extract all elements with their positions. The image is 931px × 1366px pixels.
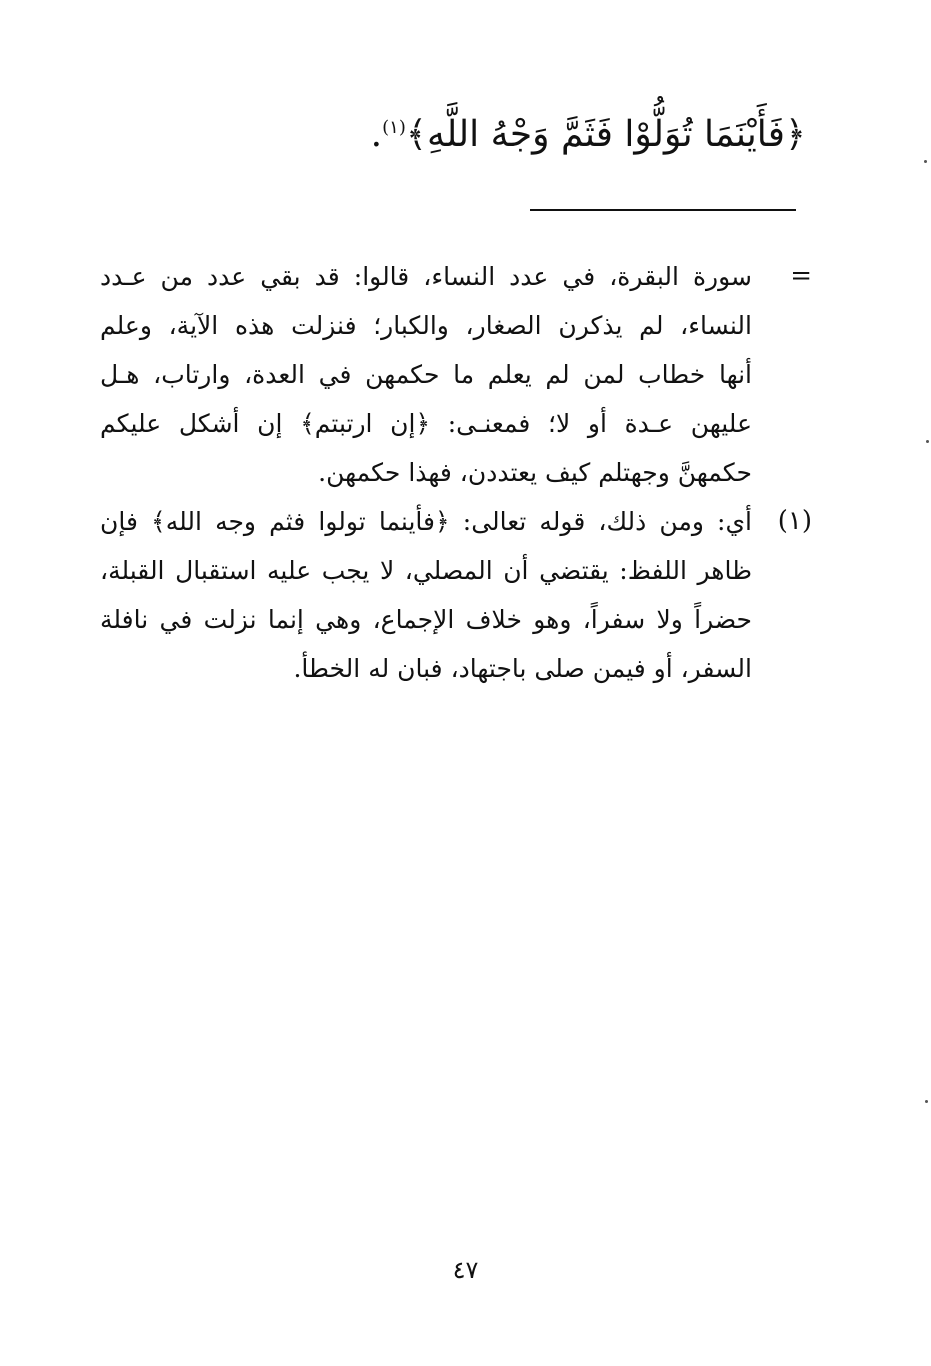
footnotes xyxy=(100,252,812,693)
footnote-line: النساء، لم يذكرن الصغار، والكبار؛ فنزلت هذه الآية، وعلم xyxy=(100,311,752,340)
footnote-line: حكمهنَّ وجهتلم كيف يعتددن، فهذا حكمهن. xyxy=(318,458,752,487)
verse-text: ﴿فَأَيْنَمَا تُوَلُّوْا فَثَمَّ وَجْهُ اللَّهِ﴾ xyxy=(405,114,806,155)
verse-footnote-ref: (١) xyxy=(382,117,406,138)
footnote-text xyxy=(100,497,752,693)
quran-verse xyxy=(206,100,806,163)
footnote-line: السفر، أو فيمن صلى باجتهاد، فبان له الخطأ. xyxy=(293,654,752,683)
footnote-line: ظاهر اللفظ: يقتضي أن المصلي، لا يجب عليه استقبال القبلة، xyxy=(100,556,752,585)
page-number: ٤٧ xyxy=(452,1256,479,1284)
footnote-line: أنها خطاب لمن لم يعلم ما حكمهن في العدة، وارتاب، هـل xyxy=(100,360,752,389)
scan-speck xyxy=(924,160,927,163)
footnote-marker: (١) xyxy=(777,506,812,536)
scan-speck xyxy=(925,1100,928,1103)
verse-end-punctuation: . xyxy=(370,114,383,155)
footnote-line: عليهن عـدة أو لا؛ فمعنـى: ﴿إن ارتبتم﴾ إن أشكل عليكم xyxy=(100,409,752,438)
footnote-text xyxy=(100,252,752,497)
footnote-marker: = xyxy=(790,261,812,291)
scan-speck xyxy=(926,440,929,443)
footnote-line: سورة البقرة، في عدد النساء، قالوا: قد بقي عدد من عـدد xyxy=(100,262,752,291)
footnote-1 xyxy=(100,497,812,693)
footnote-line: أي: ومن ذلك، قوله تعالى: ﴿فأينما تولوا فثم وجه الله﴾ فإن xyxy=(100,507,752,536)
footnote-line: حضراً ولا سفراً، وهو خلاف الإجماع، وهي إنما نزلت في نافلة xyxy=(100,605,752,634)
footnote-continued xyxy=(100,252,812,497)
footnote-separator xyxy=(530,209,796,211)
